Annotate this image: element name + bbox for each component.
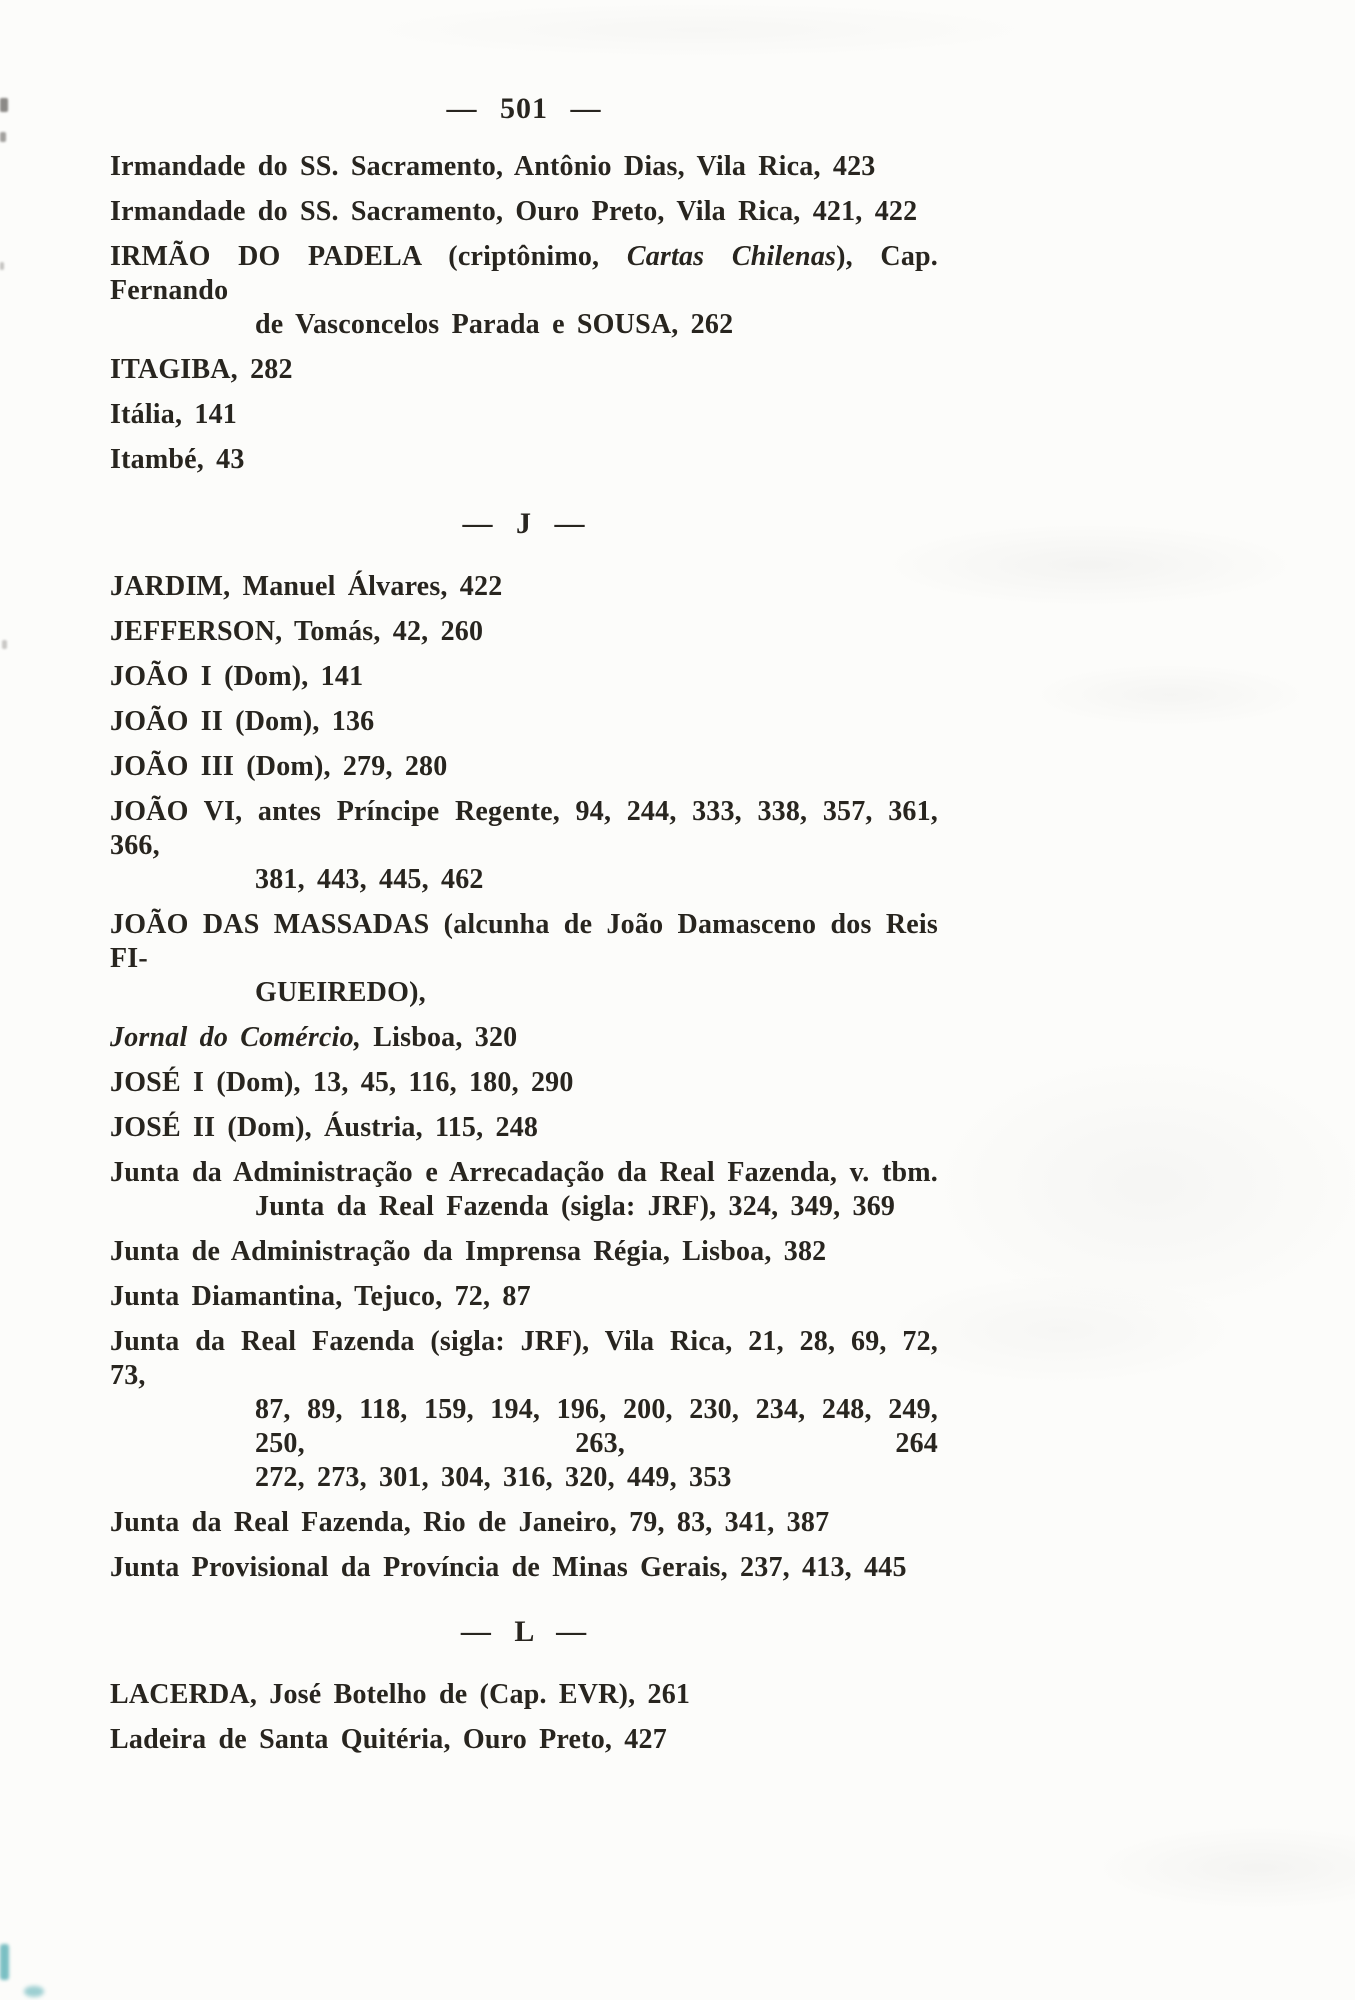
index-entry <box>110 240 938 342</box>
index-entry <box>110 1506 938 1540</box>
entry-line <box>110 615 938 649</box>
entry-line <box>110 240 938 308</box>
section-heading: — L — <box>460 1615 588 1648</box>
entry-text: Lisboa, 320 <box>361 1022 518 1053</box>
index-entry <box>110 908 938 1010</box>
index-entry <box>110 1021 938 1055</box>
index-entry <box>110 795 938 897</box>
entry-text: JOÃO DAS MASSADAS (alcunha de João Damasceno dos Reis FI- <box>110 909 938 974</box>
index-entry <box>110 1678 938 1712</box>
entry-text: JOÃO II (Dom), 136 <box>110 706 375 737</box>
scan-speck <box>0 98 8 112</box>
entry-line <box>110 1325 938 1393</box>
entry-line <box>110 1066 938 1100</box>
entry-line <box>110 195 938 229</box>
entry-text: Itambé, 43 <box>110 444 245 475</box>
index-entry <box>110 660 938 694</box>
index-entry <box>110 570 938 604</box>
entry-text: JOSÉ II (Dom), Áustria, 115, 248 <box>110 1112 539 1143</box>
entry-text: JOÃO I (Dom), 141 <box>110 661 364 692</box>
entry-text: Itália, 141 <box>110 399 237 430</box>
entry-line <box>110 1190 938 1224</box>
index-entry <box>110 1111 938 1145</box>
entry-line <box>110 1678 938 1712</box>
entry-line <box>110 150 938 184</box>
entry-text: Junta Provisional da Província de Minas Gerais, 237, 413, 445 <box>110 1552 907 1583</box>
entry-text: IRMÃO DO PADELA (criptônimo, <box>110 241 627 272</box>
entry-text: GUEIREDO), <box>255 977 426 1008</box>
entry-text: Junta Diamantina, Tejuco, 72, 87 <box>110 1281 531 1312</box>
entry-text: de Vasconcelos Parada e SOUSA, 262 <box>255 309 734 340</box>
scan-smudge-teal <box>24 1986 44 1997</box>
entry-line <box>110 353 938 387</box>
entry-line <box>110 1021 938 1055</box>
entry-text: 272, 273, 301, 304, 316, 320, 449, 353 <box>255 1462 732 1493</box>
index-entry <box>110 1325 938 1495</box>
index-page-content <box>110 92 938 1768</box>
entry-text: JOÃO VI, antes Príncipe Regente, 94, 244, 333, 338, 357, 361, 366, <box>110 796 938 861</box>
entry-line <box>110 443 938 477</box>
entry-line <box>110 1723 938 1757</box>
italic-text: Jornal do Comércio, <box>110 1022 362 1053</box>
entry-line <box>110 570 938 604</box>
index-entry <box>110 353 938 387</box>
entry-text: Ladeira de Santa Quitéria, Ouro Preto, 427 <box>110 1724 667 1755</box>
index-entry <box>110 615 938 649</box>
entry-text: JOSÉ I (Dom), 13, 45, 116, 180, 290 <box>110 1067 574 1098</box>
index-entry <box>110 1723 938 1757</box>
entry-line <box>110 750 938 784</box>
entry-line <box>110 1551 938 1585</box>
entry-text: Irmandade do SS. Sacramento, Antônio Dias, Vila Rica, 423 <box>110 151 876 182</box>
entry-text: 381, 443, 445, 462 <box>255 864 484 895</box>
index-entry <box>110 150 938 184</box>
entry-line <box>110 976 938 1010</box>
index-entry <box>110 443 938 477</box>
entry-text: 87, 89, 118, 159, 194, 196, 200, 230, 234, 248, 249, 250, 263, 264 <box>255 1394 938 1459</box>
index-entry <box>110 750 938 784</box>
index-entry <box>110 398 938 432</box>
index-entry <box>110 705 938 739</box>
entry-text: Irmandade do SS. Sacramento, Ouro Preto, Vila Rica, 421, 422 <box>110 196 918 227</box>
entry-text: JEFFERSON, Tomás, 42, 260 <box>110 616 484 647</box>
entry-line <box>110 1461 938 1495</box>
entry-text: ITAGIBA, 282 <box>110 354 293 385</box>
index-entry <box>110 1551 938 1585</box>
entry-text: Junta da Real Fazenda (sigla: JRF), Vila Rica, 21, 28, 69, 72, 73, <box>110 1326 938 1391</box>
entry-line <box>110 660 938 694</box>
section-heading: — J — <box>462 507 586 540</box>
entry-text: JARDIM, Manuel Álvares, 422 <box>110 571 503 602</box>
scan-smudge-teal <box>0 1944 9 1980</box>
index-entry <box>110 1280 938 1314</box>
entry-line <box>110 1280 938 1314</box>
entry-text: ), Cap. Fernando <box>110 241 938 306</box>
entry-text: Junta de Administração da Imprensa Régia, Lisboa, 382 <box>110 1236 827 1267</box>
index-entry <box>110 195 938 229</box>
italic-text: Cartas Chilenas <box>626 241 837 272</box>
entry-line <box>110 398 938 432</box>
entry-line <box>110 308 938 342</box>
entry-text: LACERDA, José Botelho de (Cap. EVR), 261 <box>110 1679 691 1710</box>
entry-line <box>110 705 938 739</box>
index-entry <box>110 1235 938 1269</box>
entry-line <box>110 1393 938 1461</box>
entry-text: Junta da Administração e Arrecadação da Real Fazenda, v. tbm. <box>110 1157 938 1188</box>
entry-text: Junta da Real Fazenda, Rio de Janeiro, 79, 83, 341, 387 <box>110 1507 830 1538</box>
entry-line <box>110 1111 938 1145</box>
entry-line <box>110 1235 938 1269</box>
index-sections <box>110 150 938 1757</box>
scan-speck <box>0 262 4 270</box>
entry-line <box>110 795 938 863</box>
scan-speck <box>2 640 7 649</box>
entry-text: JOÃO III (Dom), 279, 280 <box>110 751 448 782</box>
page-number: — 501 — <box>446 92 602 125</box>
scan-speck <box>0 132 6 142</box>
index-entry <box>110 1066 938 1100</box>
entry-text: Junta da Real Fazenda (sigla: JRF), 324, 349, 369 <box>255 1191 896 1222</box>
entry-line <box>110 1506 938 1540</box>
index-entry <box>110 1156 938 1224</box>
entry-line <box>110 1156 938 1190</box>
entry-line <box>110 863 938 897</box>
entry-line <box>110 908 938 976</box>
